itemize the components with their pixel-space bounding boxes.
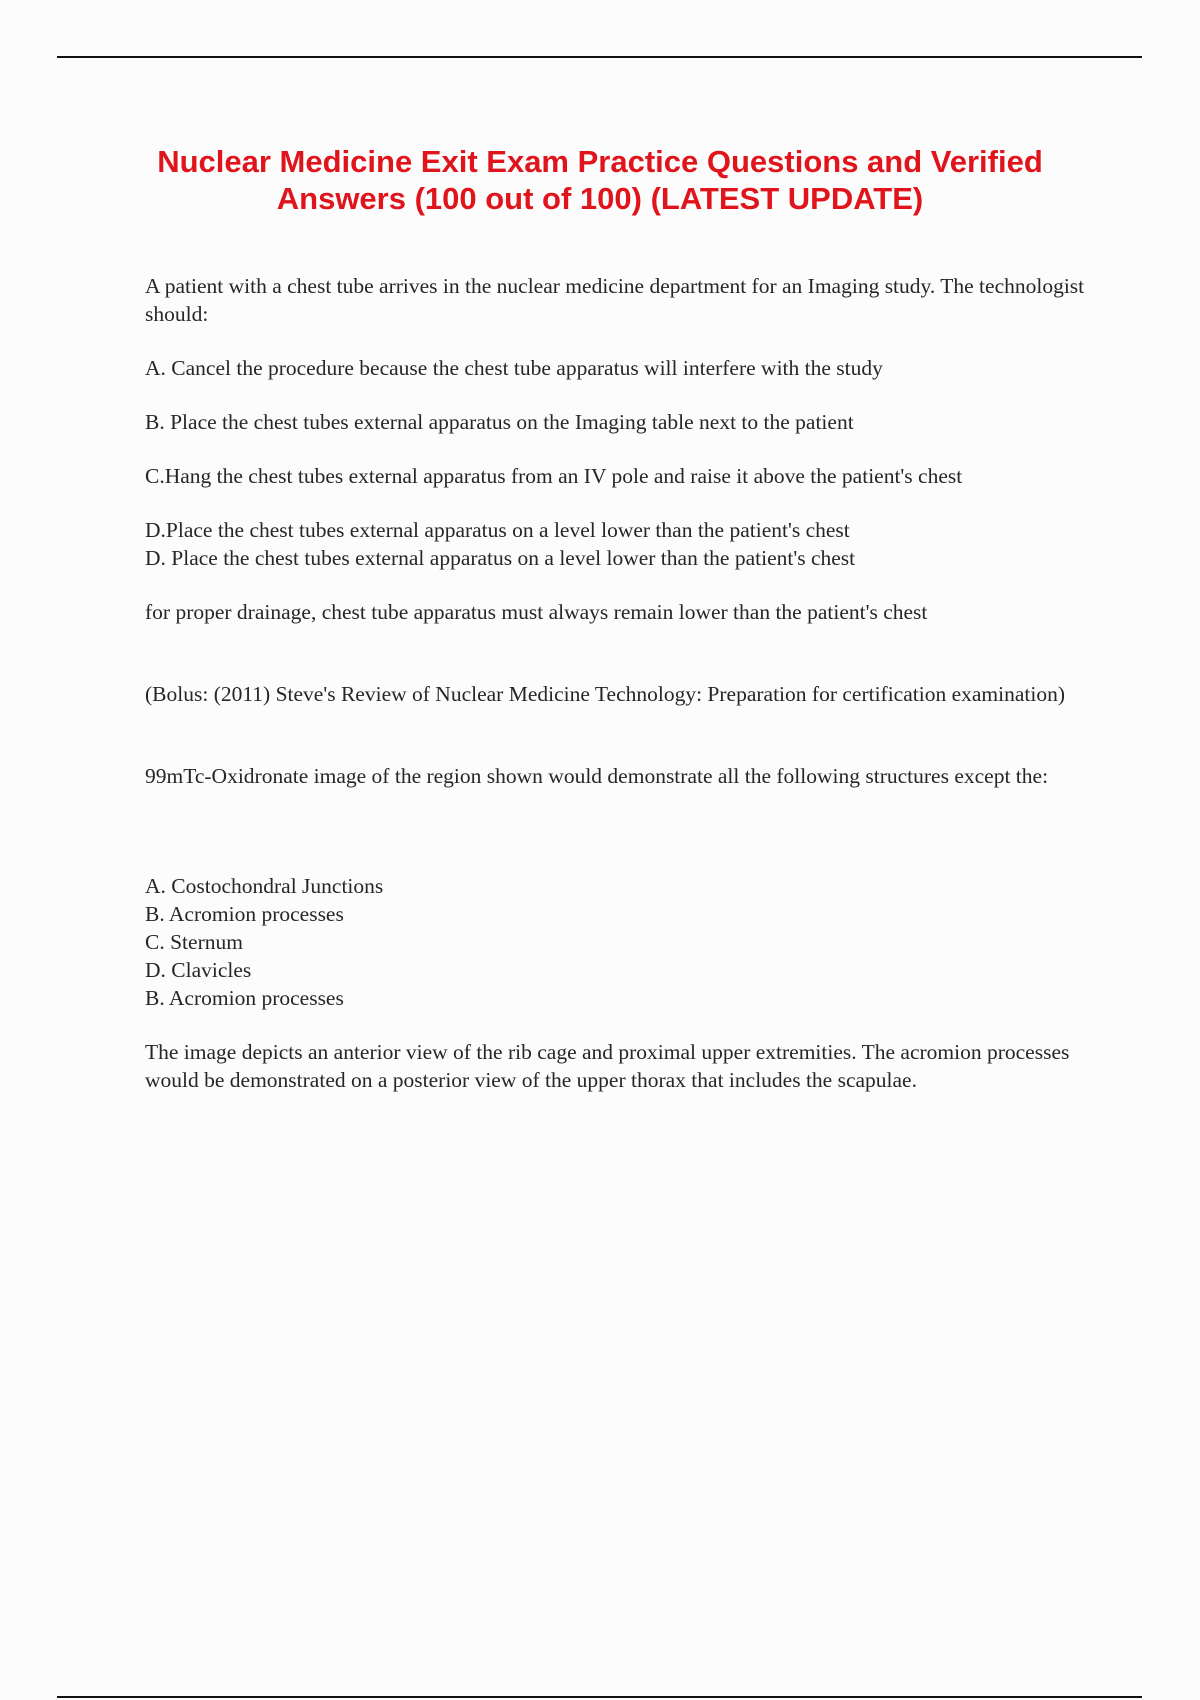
q1-question: A patient with a chest tube arrives in the nuclear medicine department for an Imaging study. The technologist should: xyxy=(145,274,1085,326)
q1-option-d: D.Place the chest tubes external apparatus on a level lower than the patient's chest xyxy=(145,518,850,542)
q1-answer: D. Place the chest tubes external apparatus on a level lower than the patient's chest xyxy=(145,546,856,570)
q1-option-a: A. Cancel the procedure because the chest tube apparatus will interfere with the study xyxy=(145,356,883,380)
bottom-rule xyxy=(57,1696,1142,1698)
document-body xyxy=(145,272,1095,1094)
q2-answer: B. Acromion processes xyxy=(145,986,344,1010)
q2-option-b: B. Acromion processes xyxy=(145,902,344,926)
q2-rationale: The image depicts an anterior view of the rib cage and proximal upper extremities. The acromion processes would be demonstrated on a posterior view of the upper thorax that includes the scapulae. xyxy=(145,1040,1070,1092)
q1-option-b: B. Place the chest tubes external apparatus on the Imaging table next to the patient xyxy=(145,410,854,434)
q2-question: 99mTc-Oxidronate image of the region shown would demonstrate all the following structures except the: xyxy=(145,764,1049,788)
q2-option-c: C. Sternum xyxy=(145,930,243,954)
q1-rationale: for proper drainage, chest tube apparatus must always remain lower than the patient's chest xyxy=(145,600,928,624)
q1-option-c: C.Hang the chest tubes external apparatus from an IV pole and raise it above the patient's chest xyxy=(145,464,963,488)
q2-option-a: A. Costochondral Junctions xyxy=(145,874,384,898)
q1-reference: (Bolus: (2011) Steve's Review of Nuclear Medicine Technology: Preparation for certification examination) xyxy=(145,682,1066,706)
top-rule xyxy=(57,56,1142,58)
page-title: Nuclear Medicine Exit Exam Practice Questions and Verified Answers (100 out of 100) (LATEST UPDATE) xyxy=(157,144,1043,216)
q2-option-d: D. Clavicles xyxy=(145,958,252,982)
